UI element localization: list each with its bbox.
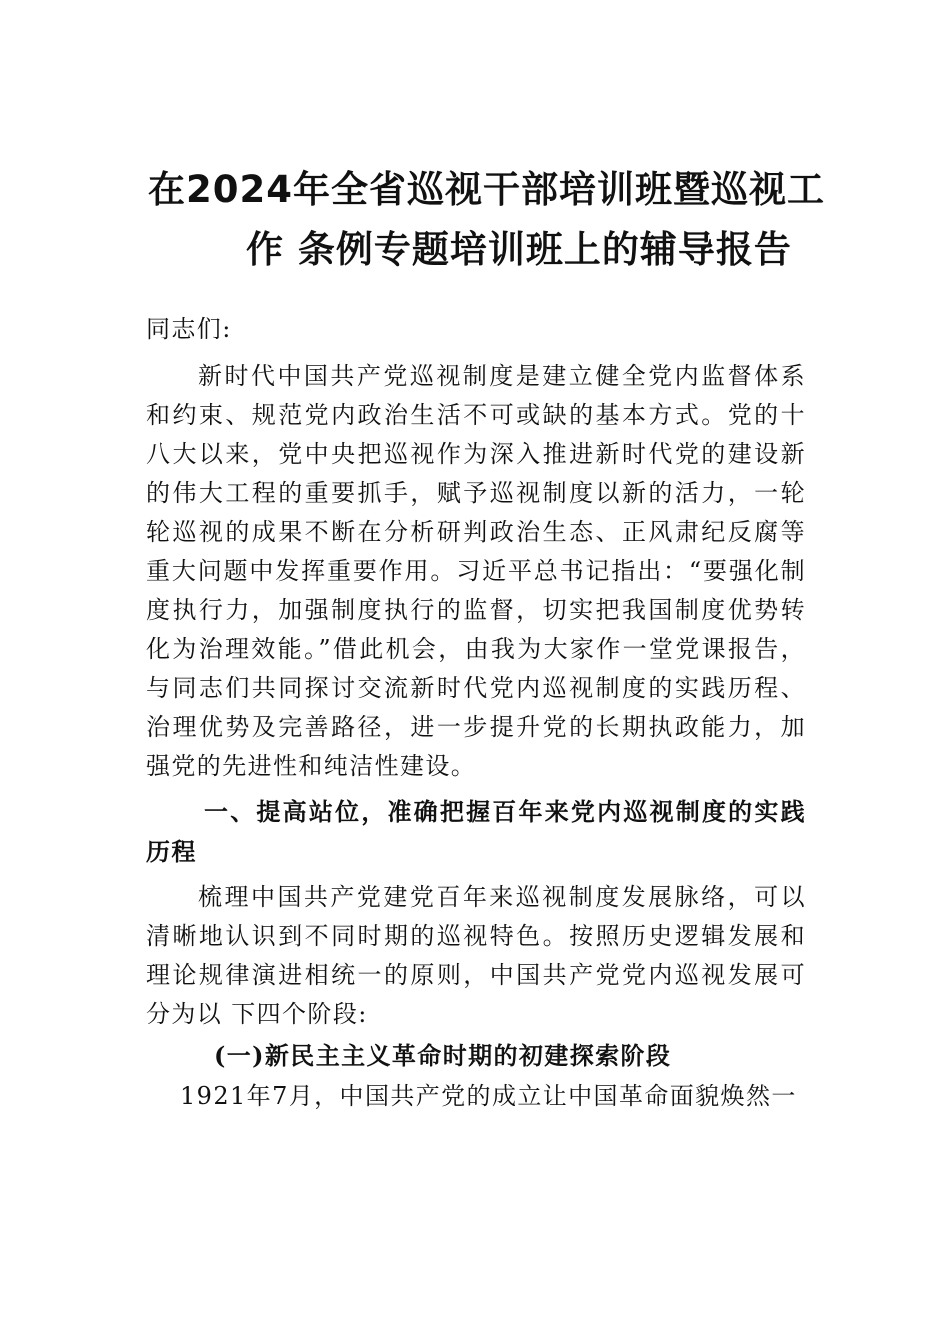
salutation: 同志们: <box>146 315 232 343</box>
section-paragraph: 梳理中国共产党建党百年来巡视制度发展脉络，可以清晰地认识到不同时期的巡视特色。按照历史逻辑发展和理论规律演进相统一的原则，中国共产党党内巡视发展可分为以 下四个阶段: <box>146 883 806 1028</box>
document-title <box>0 160 950 280</box>
subsection-paragraph: 1921年7月，中国共产党的成立让中国革命面貌焕然一 <box>180 1082 797 1110</box>
subsection-heading: (一)新民主主义革命时期的初建探索阶段 <box>214 1041 672 1070</box>
document-body <box>146 310 806 1116</box>
title-line-1: 在2024年全省巡视干部培训班暨巡视工 <box>148 168 825 211</box>
intro-paragraph: 新时代中国共产党巡视制度是建立健全党内监督体系和约束、规范党内政治生活不可或缺的基本方式。党的十八大以来，党中央把巡视作为深入推进新时代党的建设新的伟大工程的重要抓手，赋予巡视制度以新的活力，一轮轮巡视的成果不断在分析研判政治生态、正风肃纪反腐等重大问题中发挥重要作用。习近平总书记指出：“要强化制度执行力，加强制度执行的监督，切实把我国制度优势转化为治理效能。”借此机会，由我为大家作一堂党课报告，与同志们共同探讨交流新时代党内巡视制度的实践历程、治理优势及完善路径，进一步提升党的长期执政能力，加强党的先进性和纯洁性建设。 <box>146 362 806 780</box>
title-line-2: 作 条例专题培训班上的辅导报告 <box>246 228 792 271</box>
section-heading: 一、提高站位，准确把握百年来党内巡视制度的实践历程 <box>146 798 806 866</box>
